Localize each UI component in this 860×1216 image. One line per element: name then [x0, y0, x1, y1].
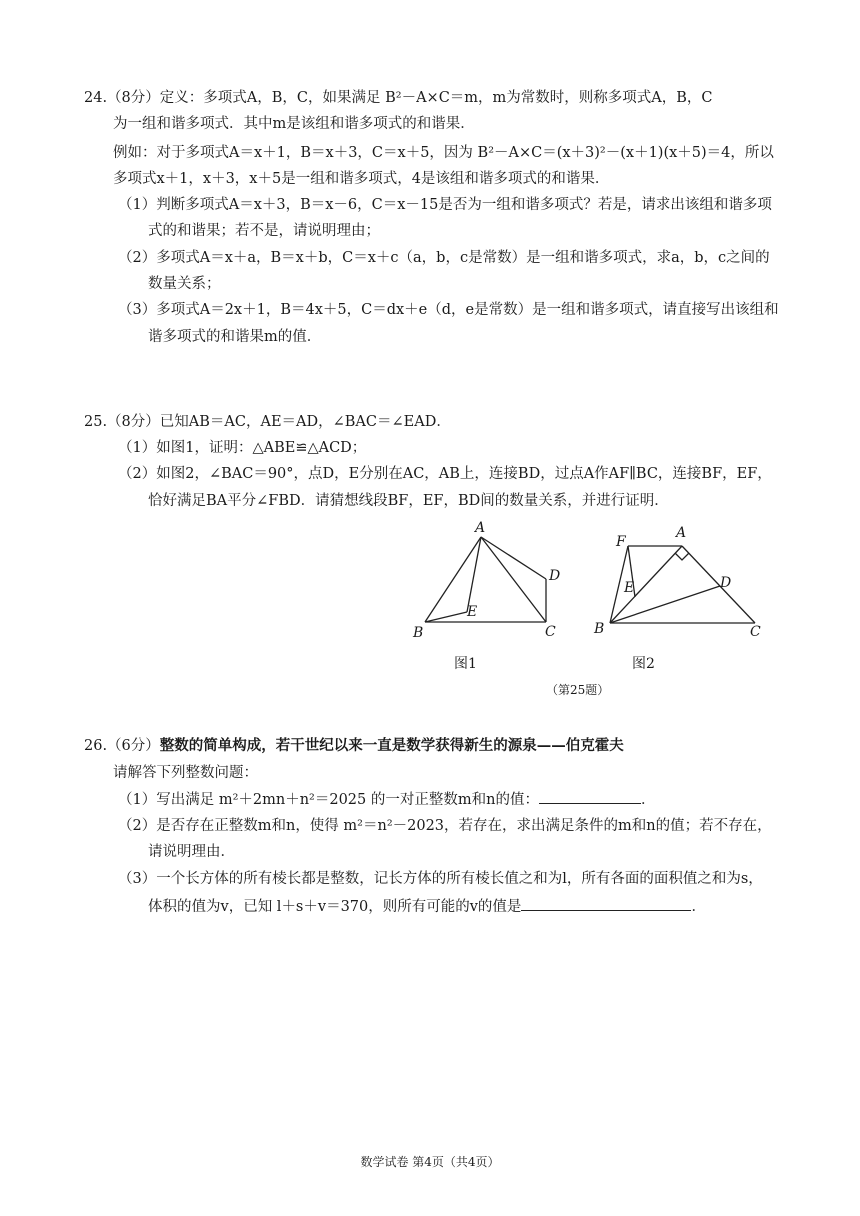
fig2-label-e: E — [624, 580, 635, 596]
fig1-label-a: A — [475, 520, 486, 536]
q24-part1-line-2: 式的和谐果；若不是，请说明理由； — [148, 223, 380, 239]
q26-part2-line-2: 请说明理由． — [148, 844, 235, 860]
q26-part3-line-1: （3）一个长方体的所有棱长都是整数，记长方体的所有棱长值之和为l，所有各面的面积值之和为s， — [118, 871, 763, 887]
q24-header: 24.（8分）定义：多项式A，B，C，如果满足 B²－A×C＝m，m为常数时，则称多项式A，B，C — [84, 90, 713, 106]
q24-part3-line-2: 谐多项式的和谐果m的值． — [148, 329, 322, 345]
fig1-label-c: C — [545, 624, 556, 640]
q26-part3-text: 体积的值为v，已知 l＋s＋v＝370，则所有可能的v的值是 — [148, 899, 522, 915]
fig2-label-b: B — [594, 621, 605, 637]
fig2-label-c: C — [750, 624, 761, 640]
fig1-label-b: B — [413, 625, 424, 641]
q26-number: 26.（6分） — [84, 738, 160, 754]
q26-intro: 请解答下列整数问题： — [113, 765, 258, 781]
q26-part2-line-1: （2）是否存在正整数m和n，使得 m²＝n²－2023，若存在，求出满足条件的m和n的值；若不存在， — [118, 818, 772, 834]
fig2-right-angle-mark — [675, 553, 689, 560]
q26-part1-end: ． — [640, 792, 656, 808]
q24-part1-line-1: （1）判断多项式A＝x＋3，B＝x－6，C＝x－15是否为一组和谐多项式？若是，请求出该组和谐多项 — [118, 197, 772, 213]
q25-part2-line-1: （2）如图2，∠BAC＝90°，点D，E分别在AC，AB上，连接BD，过点A作AF∥BC，连接BF，EF， — [118, 466, 772, 482]
q26-part1-answer-blank[interactable] — [539, 789, 641, 804]
fig1-segment-ac — [481, 537, 546, 622]
fig2-label-d: D — [720, 575, 732, 591]
fig1-caption: 图1 — [454, 656, 477, 672]
q24-example-line-2: 多项式x＋1，x＋3，x＋5是一组和谐多项式，4是该组和谐多项式的和谐果． — [113, 171, 610, 187]
fig2-label-f: F — [616, 534, 626, 550]
q25-header: 25.（8分）已知AB＝AC，AE＝AD，∠BAC＝∠EAD． — [84, 414, 451, 430]
figure-caption: （第25题） — [546, 683, 610, 697]
q26-part3-line-2 — [148, 896, 706, 917]
fig2-caption: 图2 — [632, 656, 655, 672]
figure-2 — [590, 520, 780, 645]
q24-line-2: 为一组和谐多项式．其中m是该组和谐多项式的和谐果． — [113, 116, 475, 132]
q26-part1 — [118, 789, 655, 810]
q24-part2-line-2: 数量关系； — [148, 276, 221, 292]
q24-part3-line-1: （3）多项式A＝2x＋1，B＝4x＋5，C＝dx＋e（d，e是常数）是一组和谐多项式，请直接写出该组和 — [118, 302, 779, 318]
q24-part2-line-1: （2）多项式A＝x＋a，B＝x＋b，C＝x＋c（a，b，c是常数）是一组和谐多项式，求a，b，c之间的 — [118, 250, 770, 266]
q25-part1: （1）如图1，证明：△ABE≌△ACD； — [118, 440, 367, 456]
fig2-label-a: A — [676, 525, 687, 541]
q26-part3-answer-blank[interactable] — [521, 896, 691, 911]
q26-part1-text: （1）写出满足 m²＋2mn＋n²＝2025 的一对正整数m和n的值： — [118, 792, 539, 808]
fig1-label-d: D — [549, 568, 561, 584]
fig1-segment-ad — [481, 537, 546, 579]
fig2-segment-ac — [682, 546, 755, 623]
q25-part2-line-2: 恰好满足BA平分∠FBD．请猜想线段BF，EF，BD间的数量关系，并进行证明． — [148, 493, 669, 509]
fig1-label-e: E — [467, 604, 478, 620]
q24-example-line-1: 例如：对于多项式A＝x＋1，B＝x＋3，C＝x＋5，因为 B²－A×C＝(x＋3)²－(x＋1)(x＋5)＝4，所以 — [113, 145, 774, 161]
figure-1 — [405, 515, 575, 650]
q26-quote: 整数的简单构成，若干世纪以来一直是数学获得新生的源泉——伯克霍夫 — [159, 737, 624, 754]
page-footer: 数学试卷 第4页（共4页） — [360, 1155, 500, 1169]
q26-header — [84, 736, 624, 756]
q26-part3-end: ． — [691, 899, 706, 915]
